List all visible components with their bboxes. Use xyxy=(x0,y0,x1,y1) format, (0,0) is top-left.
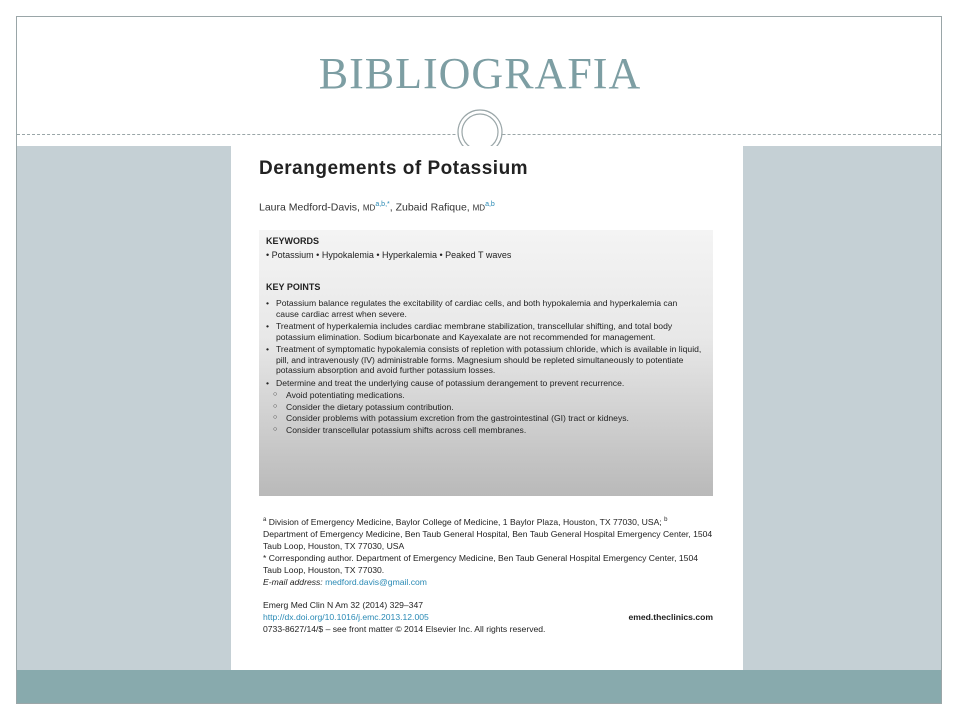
right-side-panel xyxy=(743,146,941,670)
article-authors xyxy=(259,201,495,214)
key-point: • Determine and treat the underlying cause of potassium derangement to prevent recurrence. xyxy=(266,378,702,389)
key-points-heading: KEY POINTS xyxy=(266,282,321,292)
email-link[interactable]: medford.davis@gmail.com xyxy=(325,576,427,587)
author-name: , Zubaid Rafique, xyxy=(389,201,470,214)
doi-row xyxy=(263,611,713,623)
left-side-panel xyxy=(17,146,231,670)
affiliation-mark: b xyxy=(664,517,668,523)
author-degree: MD xyxy=(362,203,376,213)
key-sub-point: ○ Consider the dietary potassium contribution. xyxy=(266,402,702,413)
copyright-line: 0733-8627/14/$ – see front matter © 2014 Elsevier Inc. All rights reserved. xyxy=(263,624,546,634)
key-sub-point: ○ Consider problems with potassium excretion from the gastrointestinal (GI) tract or kidneys. xyxy=(266,413,702,424)
citation-block xyxy=(263,599,713,635)
key-point: • Treatment of symptomatic hypokalemia consists of repletion with potassium chloride, which is available in liquid, pill, and intravenously (IV) administrable forms. Magnesium should be repleted simultaneously to potentiate potassium absorption and avoid further potassium losses. xyxy=(266,344,702,376)
author-name: Laura Medford-Davis, xyxy=(259,201,360,214)
article-title: Derangements of Potassium xyxy=(259,158,529,179)
author-affiliation-mark: a,b xyxy=(485,201,495,208)
keywords-heading: KEYWORDS xyxy=(266,236,320,246)
key-sub-point: ○ Consider transcellular potassium shifts across cell membranes. xyxy=(266,425,702,436)
journal-site: emed.theclinics.com xyxy=(628,612,713,622)
author-degree: MD xyxy=(472,203,486,213)
article-page-image xyxy=(231,146,743,670)
key-sub-point: ○ Avoid potentiating medications. xyxy=(266,390,702,401)
affiliation-b: Department of Emergency Medicine, Ben Taub General Hospital, Ben Taub General Hospital Emergency Center, 1504 Taub Loop, Houston, TX 77030, USA xyxy=(263,528,713,551)
journal-citation: Emerg Med Clin N Am 32 (2014) 329–347 xyxy=(263,600,424,610)
affiliations xyxy=(263,514,713,588)
key-point: • Potassium balance regulates the excitability of cardiac cells, and both hypokalemia and hyperkalemia can cause cardiac arrest when severe. xyxy=(266,298,702,319)
doi-link[interactable]: http://dx.doi.org/10.1016/j.emc.2013.12.005 xyxy=(263,612,429,622)
slide-title: BIBLIOGRAFIA xyxy=(318,49,642,98)
keywords-keypoints-box xyxy=(259,230,713,496)
bottom-band xyxy=(17,670,941,703)
author-affiliation-mark: a,b,* xyxy=(375,201,390,208)
keywords-list: • Potassium • Hypokalemia • Hyperkalemia • Peaked T waves xyxy=(266,250,512,260)
corresponding-author: * Corresponding author. Department of Emergency Medicine, Ben Taub General Hospital Emergency Center, 1504 Taub Loop, Houston, TX 77030. xyxy=(263,552,699,575)
affiliation-a: Division of Emergency Medicine, Baylor College of Medicine, 1 Baylor Plaza, Houston, TX 77030, USA; xyxy=(266,516,665,527)
email-label: E-mail address: xyxy=(263,576,323,587)
key-point: • Treatment of hyperkalemia includes cardiac membrane stabilization, transcellular shifting, and total body potassium elimination. Sodium bicarbonate and Kayexalate are not recommended for management. xyxy=(266,321,702,342)
affiliation-mark: a xyxy=(263,517,267,523)
key-points-list xyxy=(266,298,702,436)
